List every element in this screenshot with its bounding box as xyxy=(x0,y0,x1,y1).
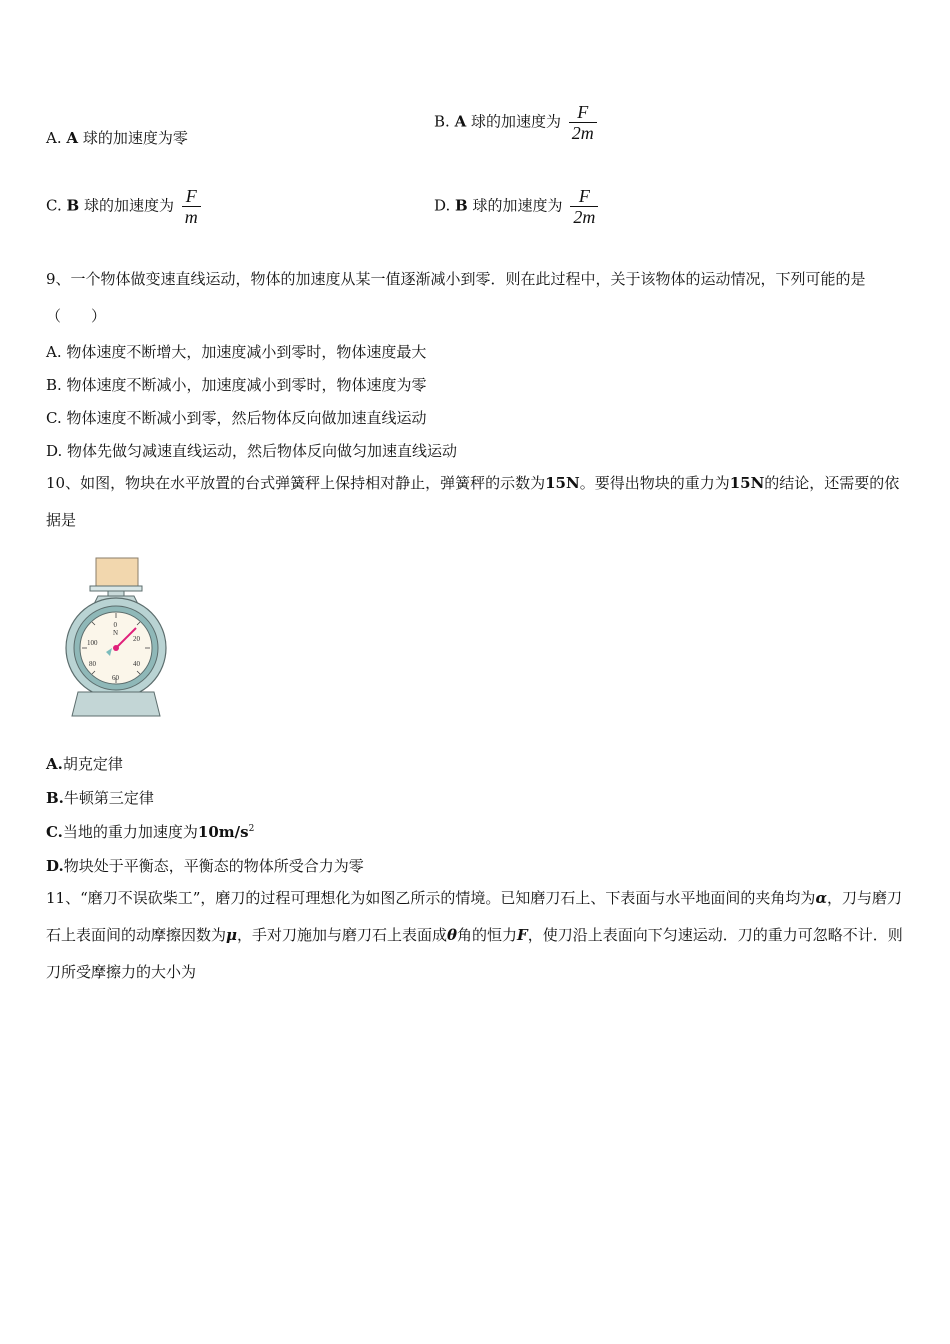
option-text: 物块处于平衡态，平衡态的物体所受合力为零 xyxy=(63,857,364,875)
q10-option-c xyxy=(46,821,254,842)
option-ball-label: B xyxy=(66,196,80,215)
pointer-hub xyxy=(113,645,119,651)
fraction xyxy=(570,186,598,227)
q8-option-d xyxy=(434,186,598,227)
exponent: 2 xyxy=(248,824,255,834)
option-label: D. xyxy=(46,857,64,875)
option-ball-label: B xyxy=(455,196,468,215)
dial-label-60: 60 xyxy=(112,674,119,682)
q10-option-b xyxy=(46,787,154,808)
q10-stem-text: 的结论，还需要的依据是 xyxy=(46,474,900,529)
q8-option-c xyxy=(46,186,201,227)
gravity-value: 10m/s xyxy=(197,823,249,841)
dial-unit-label: N xyxy=(113,629,119,637)
fraction-numerator: F xyxy=(182,186,201,207)
option-label: A. xyxy=(46,755,63,773)
option-text: 球的加速度为 xyxy=(471,112,562,131)
q11-stem-text: ，手对刀施加与磨刀石上表面成 xyxy=(237,926,448,944)
fraction xyxy=(182,186,201,227)
q10-stem xyxy=(46,465,908,539)
q11-stem-text: 11、“磨刀不误砍柴工”，磨刀的过程可理想化为如图乙所示的情境。已知磨刀石上、下表面与水平地面间的夹角均为 xyxy=(46,889,816,907)
fraction-denominator: m xyxy=(184,207,198,227)
option-text: 牛顿第三定律 xyxy=(63,789,154,807)
fraction-denominator: 2m xyxy=(573,207,596,227)
q9-option-c: C. 物体速度不断减小到零，然后物体反向做加速直线运动 xyxy=(46,409,427,427)
theta-symbol: θ xyxy=(447,926,458,944)
q10-stem-text: 10、如图，物块在水平放置的台式弹簧秤上保持相对静止，弹簧秤的示数为 xyxy=(46,474,546,492)
q10-option-d xyxy=(46,855,364,876)
spring-scale-figure xyxy=(60,556,172,718)
q8-option-a xyxy=(46,127,188,148)
option-prefix: D. xyxy=(434,196,451,215)
dial-label-40: 40 xyxy=(133,660,140,668)
q10-stem-text: 。要得出物块的重力为 xyxy=(579,474,730,492)
scale-base xyxy=(72,692,160,716)
q9-option-d: D. 物体先做匀减速直线运动，然后物体反向做匀加速直线运动 xyxy=(46,442,458,460)
q9-stem: 9、一个物体做变速直线运动，物体的加速度从某一值逐渐减小到零．则在此过程中，关于该物体的运动情况，下列可能的是（ ） xyxy=(46,270,866,325)
q11-stem-text: ，刀与磨刀石上表面间的动摩擦因数为 xyxy=(46,889,902,944)
block xyxy=(96,558,138,586)
q9-option-a: A. 物体速度不断增大，加速度减小到零时，物体速度最大 xyxy=(46,343,427,361)
dial-label-0: 0 xyxy=(113,621,117,629)
option-prefix: A. xyxy=(46,129,62,147)
option-ball-label: A xyxy=(454,112,467,131)
q11-stem xyxy=(46,880,908,991)
option-text: 球的加速度为零 xyxy=(82,129,188,147)
q11-stem-text: ，使刀沿上表面向下匀速运动．刀的重力可忽略不计．则刀所受摩擦力的大小为 xyxy=(46,926,903,981)
dial-label-80: 80 xyxy=(89,660,96,668)
platform-stem xyxy=(108,591,124,596)
q9-option-b: B. 物体速度不断减小，加速度减小到零时，物体速度为零 xyxy=(46,376,427,394)
option-prefix: C. xyxy=(46,196,62,215)
option-label: C. xyxy=(46,823,63,841)
q11-stem-text: 角的恒力 xyxy=(457,926,518,944)
dial-label-20: 20 xyxy=(133,635,140,643)
option-text: 球的加速度为 xyxy=(472,196,563,215)
force-symbol: F xyxy=(517,926,528,944)
fraction-numerator: F xyxy=(570,186,598,207)
dial-label-100: 100 xyxy=(87,639,98,647)
fraction-denominator: 2m xyxy=(571,123,594,143)
q8-option-b xyxy=(434,102,597,143)
q10-weight-value: 15N xyxy=(729,474,765,492)
option-text: 球的加速度为 xyxy=(83,196,174,215)
option-text: 当地的重力加速度为 xyxy=(62,823,198,841)
q10-reading-value: 15N xyxy=(545,474,580,492)
option-ball-label: A xyxy=(66,129,79,147)
option-text: 胡克定律 xyxy=(62,755,123,773)
scale-platform xyxy=(90,586,142,591)
alpha-symbol: α xyxy=(815,889,827,907)
option-prefix: B. xyxy=(434,112,450,131)
mu-symbol: μ xyxy=(226,926,237,944)
option-label: B. xyxy=(46,789,64,807)
fraction xyxy=(569,102,597,143)
q10-option-a xyxy=(46,753,123,774)
fraction-numerator: F xyxy=(569,102,597,123)
